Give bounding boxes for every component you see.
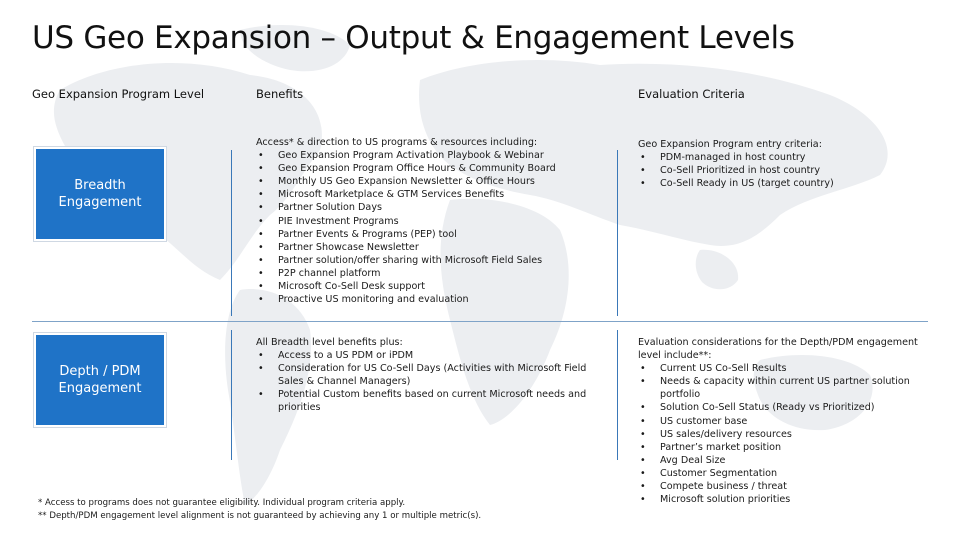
list-item-text: Potential Custom benefits based on current Microsoft needs and priorities bbox=[278, 389, 587, 414]
list-item bbox=[638, 454, 938, 467]
list-item-text: Access to a US PDM or iPDM bbox=[278, 350, 414, 362]
bullet-icon: • bbox=[640, 415, 646, 427]
breadth-benefits bbox=[256, 136, 611, 306]
depth-label-line2: Engagement bbox=[58, 381, 142, 396]
breadth-benefits-list bbox=[256, 149, 611, 306]
list-item bbox=[256, 215, 611, 228]
bullet-icon: • bbox=[258, 363, 264, 375]
list-item bbox=[638, 401, 938, 414]
bullet-icon: • bbox=[258, 215, 264, 227]
bullet-icon: • bbox=[640, 441, 646, 453]
list-item bbox=[256, 175, 611, 188]
list-item-text: Compete business / threat bbox=[660, 481, 787, 493]
bullet-icon: • bbox=[258, 150, 264, 162]
list-item bbox=[638, 177, 938, 190]
row-divider bbox=[32, 321, 928, 322]
breadth-criteria bbox=[638, 138, 938, 190]
bullet-icon: • bbox=[640, 428, 646, 440]
column-divider-1 bbox=[231, 150, 232, 316]
list-item-text: PDM-managed in host country bbox=[660, 152, 806, 164]
list-item bbox=[638, 467, 938, 480]
bullet-icon: • bbox=[640, 454, 646, 466]
list-item-text: Monthly US Geo Expansion Newsletter & Office Hours bbox=[278, 176, 535, 188]
list-item bbox=[638, 164, 938, 177]
list-item bbox=[638, 428, 938, 441]
list-item-text: P2P channel platform bbox=[278, 267, 381, 279]
column-header-criteria: Evaluation Criteria bbox=[638, 87, 745, 101]
bullet-icon: • bbox=[258, 267, 264, 279]
list-item bbox=[638, 493, 938, 506]
depth-criteria bbox=[638, 336, 938, 506]
depth-benefits bbox=[256, 336, 611, 415]
list-item-text: Microsoft Co-Sell Desk support bbox=[278, 281, 426, 293]
breadth-criteria-intro: Geo Expansion Program entry criteria: bbox=[638, 139, 822, 150]
depth-benefits-intro: All Breadth level benefits plus: bbox=[256, 337, 403, 348]
list-item bbox=[256, 362, 611, 388]
list-item-text: Avg Deal Size bbox=[660, 454, 726, 466]
footnotes bbox=[38, 497, 481, 522]
depth-criteria-intro: Evaluation considerations for the Depth/PDM engagement level include**: bbox=[638, 337, 918, 362]
column-header-benefits: Benefits bbox=[256, 87, 304, 101]
column-divider-2 bbox=[231, 330, 232, 460]
list-item bbox=[638, 362, 938, 375]
list-item-text: Consideration for US Co-Sell Days (Activities with Microsoft Field Sales & Channel Managers) bbox=[278, 363, 587, 388]
list-item bbox=[256, 293, 611, 306]
depth-engagement-box bbox=[34, 333, 166, 427]
list-item bbox=[256, 388, 611, 414]
breadth-label-line2: Engagement bbox=[58, 195, 142, 210]
list-item bbox=[256, 280, 611, 293]
list-item bbox=[256, 188, 611, 201]
list-item bbox=[256, 201, 611, 214]
depth-benefits-list bbox=[256, 349, 611, 414]
depth-label-line1: Depth / PDM bbox=[59, 364, 141, 379]
list-item bbox=[256, 349, 611, 362]
list-item bbox=[638, 415, 938, 428]
list-item bbox=[256, 241, 611, 254]
list-item-text: Microsoft Marketplace & GTM Services Benefits bbox=[278, 189, 505, 201]
bullet-icon: • bbox=[640, 178, 646, 190]
list-item-text: Current US Co-Sell Results bbox=[660, 363, 787, 375]
bullet-icon: • bbox=[640, 165, 646, 177]
list-item-text: Proactive US monitoring and evaluation bbox=[278, 294, 469, 306]
bullet-icon: • bbox=[640, 376, 646, 388]
list-item-text: Partner solution/offer sharing with Microsoft Field Sales bbox=[278, 254, 543, 266]
list-item-text: Partner Solution Days bbox=[278, 202, 382, 214]
list-item-text: Solution Co-Sell Status (Ready vs Prioritized) bbox=[660, 402, 875, 414]
list-item bbox=[256, 228, 611, 241]
bullet-icon: • bbox=[640, 467, 646, 479]
list-item bbox=[638, 151, 938, 164]
bullet-icon: • bbox=[640, 152, 646, 164]
bullet-icon: • bbox=[640, 402, 646, 414]
bullet-icon: • bbox=[640, 363, 646, 375]
list-item bbox=[256, 254, 611, 267]
bullet-icon: • bbox=[640, 494, 646, 506]
list-item-text: Microsoft solution priorities bbox=[660, 494, 791, 506]
list-item-text: US customer base bbox=[660, 415, 748, 427]
list-item bbox=[638, 480, 938, 493]
bullet-icon: • bbox=[258, 281, 264, 293]
bullet-icon: • bbox=[258, 254, 264, 266]
bullet-icon: • bbox=[258, 189, 264, 201]
list-item-text: Partner Showcase Newsletter bbox=[278, 241, 419, 253]
list-item bbox=[256, 267, 611, 280]
breadth-benefits-intro: Access* & direction to US programs & resources including: bbox=[256, 137, 538, 148]
list-item bbox=[638, 441, 938, 454]
list-item-text: Customer Segmentation bbox=[660, 467, 778, 479]
footnote-1: * Access to programs does not guarantee eligibility. Individual program criteria apply. bbox=[38, 498, 406, 508]
depth-criteria-list bbox=[638, 362, 938, 506]
column-divider-4 bbox=[617, 330, 618, 460]
bullet-icon: • bbox=[258, 228, 264, 240]
breadth-engagement-box bbox=[34, 147, 166, 241]
bullet-icon: • bbox=[640, 481, 646, 493]
page-title: US Geo Expansion – Output & Engagement Levels bbox=[32, 20, 795, 56]
breadth-criteria-list bbox=[638, 151, 938, 190]
breadth-label-line1: Breadth bbox=[74, 178, 126, 193]
bullet-icon: • bbox=[258, 241, 264, 253]
bullet-icon: • bbox=[258, 202, 264, 214]
list-item bbox=[638, 375, 938, 401]
list-item bbox=[256, 162, 611, 175]
list-item-text: Co-Sell Prioritized in host country bbox=[660, 165, 821, 177]
bullet-icon: • bbox=[258, 389, 264, 401]
bullet-icon: • bbox=[258, 163, 264, 175]
list-item-text: Needs & capacity within current US partner solution portfolio bbox=[660, 376, 910, 401]
list-item-text: Co-Sell Ready in US (target country) bbox=[660, 178, 834, 190]
list-item-text: Geo Expansion Program Activation Playbook & Webinar bbox=[278, 150, 544, 162]
bullet-icon: • bbox=[258, 176, 264, 188]
list-item-text: Partner’s market position bbox=[660, 441, 782, 453]
footnote-2: ** Depth/PDM engagement level alignment is not guaranteed by achieving any 1 or multiple metric(s). bbox=[38, 510, 482, 521]
list-item-text: Partner Events & Programs (PEP) tool bbox=[278, 228, 457, 240]
list-item-text: Geo Expansion Program Office Hours & Community Board bbox=[278, 163, 556, 175]
bullet-icon: • bbox=[258, 350, 264, 362]
list-item-text: PIE Investment Programs bbox=[278, 215, 399, 227]
list-item-text: US sales/delivery resources bbox=[660, 428, 792, 440]
list-item bbox=[256, 149, 611, 162]
column-divider-3 bbox=[617, 150, 618, 316]
bullet-icon: • bbox=[258, 294, 264, 306]
column-header-level: Geo Expansion Program Level bbox=[32, 87, 205, 101]
